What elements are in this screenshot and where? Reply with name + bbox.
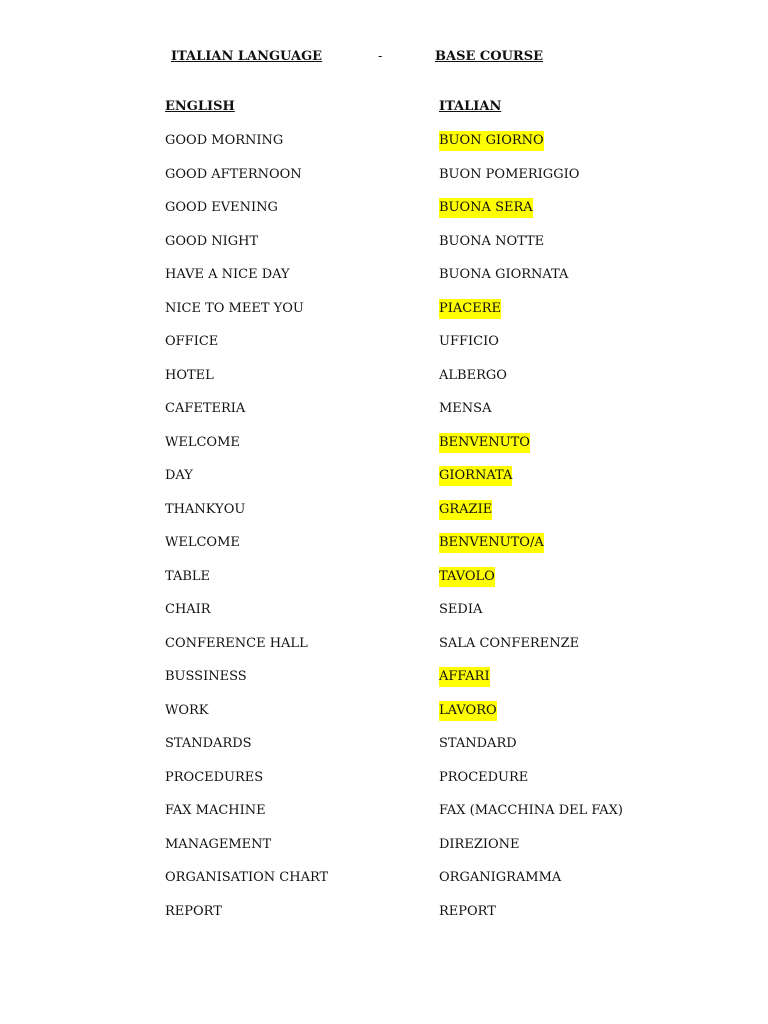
italian-term-highlighted: TAVOLO	[439, 567, 495, 587]
english-term: FAX MACHINE	[165, 803, 266, 818]
italian-term-highlighted: BUONA SERA	[439, 198, 533, 218]
english-term: WORK	[165, 702, 209, 718]
italian-term-highlighted: GIORNATA	[439, 466, 512, 486]
vocabulary-row	[0, 433, 768, 467]
vocabulary-row	[0, 768, 768, 802]
vocabulary-row	[0, 567, 768, 601]
english-term: OFFICE	[165, 334, 219, 349]
english-term: GOOD MORNING	[165, 133, 284, 148]
italian-term-highlighted: GRAZIE	[439, 500, 492, 520]
vocabulary-row	[0, 332, 768, 366]
vocabulary-row	[0, 466, 768, 500]
italian-term: SALA CONFERENZE	[439, 635, 580, 651]
vocabulary-row	[0, 198, 768, 232]
vocabulary-row	[0, 801, 768, 835]
italian-term: SEDIA	[439, 602, 483, 617]
vocabulary-row	[0, 500, 768, 534]
italian-term-highlighted: BUON GIORNO	[439, 131, 544, 151]
italian-term: PROCEDURE	[439, 769, 529, 785]
italian-term: BUONA GIORNATA	[439, 267, 569, 282]
english-term: ORGANISATION CHART	[165, 870, 329, 885]
english-term: BUSSINESS	[165, 669, 247, 684]
english-term: REPORT	[165, 903, 222, 919]
english-term: STANDARDS	[165, 736, 252, 751]
vocabulary-row	[0, 265, 768, 299]
italian-column-heading: ITALIAN	[439, 99, 502, 114]
vocabulary-row	[0, 868, 768, 902]
vocabulary-row	[0, 835, 768, 869]
vocabulary-row	[0, 600, 768, 634]
vocabulary-row	[0, 299, 768, 333]
course-level-title: BASE COURSE	[435, 49, 544, 64]
english-term: MANAGEMENT	[165, 836, 272, 852]
italian-term: STANDARD	[439, 736, 517, 751]
italian-term-highlighted: AFFARI	[439, 667, 490, 687]
english-term: HOTEL	[165, 367, 214, 383]
vocabulary-row	[0, 131, 768, 165]
course-language-title: ITALIAN LANGUAGE	[171, 49, 323, 64]
vocabulary-row	[0, 399, 768, 433]
english-term: GOOD NIGHT	[165, 233, 259, 249]
english-term: PROCEDURES	[165, 769, 264, 785]
italian-term: FAX (MACCHINA DEL FAX)	[439, 803, 623, 818]
vocabulary-row	[0, 902, 768, 936]
italian-term: MENSA	[439, 401, 492, 416]
english-term: GOOD AFTERNOON	[165, 166, 302, 182]
vocabulary-row	[0, 232, 768, 266]
italian-term-highlighted: PIACERE	[439, 299, 501, 319]
italian-term: ALBERGO	[439, 367, 507, 383]
italian-term: BUON POMERIGGIO	[439, 166, 580, 182]
english-term: CHAIR	[165, 602, 211, 617]
italian-term: UFFICIO	[439, 334, 499, 349]
english-term: CAFETERIA	[165, 401, 246, 416]
english-term: TABLE	[165, 568, 211, 584]
header-separator: -	[378, 49, 383, 64]
vocabulary-row	[0, 634, 768, 668]
vocabulary-row	[0, 701, 768, 735]
vocabulary-row	[0, 533, 768, 567]
english-column-heading: ENGLISH	[165, 99, 235, 114]
english-term: WELCOME	[165, 535, 240, 550]
italian-term: ORGANIGRAMMA	[439, 870, 562, 885]
vocabulary-row	[0, 366, 768, 400]
document-header	[0, 49, 768, 69]
italian-term: BUONA NOTTE	[439, 233, 545, 249]
italian-term: DIREZIONE	[439, 836, 520, 852]
english-term: THANKYOU	[165, 501, 246, 517]
english-term: WELCOME	[165, 434, 240, 450]
vocabulary-row	[0, 165, 768, 199]
english-term: NICE TO MEET YOU	[165, 300, 304, 316]
english-term: GOOD EVENING	[165, 200, 278, 215]
english-term: DAY	[165, 468, 193, 483]
vocabulary-row	[0, 667, 768, 701]
italian-term-highlighted: BENVENUTO/A	[439, 533, 544, 553]
english-term: HAVE A NICE DAY	[165, 267, 290, 282]
italian-term-highlighted: BENVENUTO	[439, 433, 530, 453]
vocabulary-list	[0, 131, 768, 935]
vocabulary-row	[0, 734, 768, 768]
italian-term: REPORT	[439, 903, 496, 919]
english-term: CONFERENCE HALL	[165, 635, 308, 651]
italian-term-highlighted: LAVORO	[439, 701, 497, 721]
